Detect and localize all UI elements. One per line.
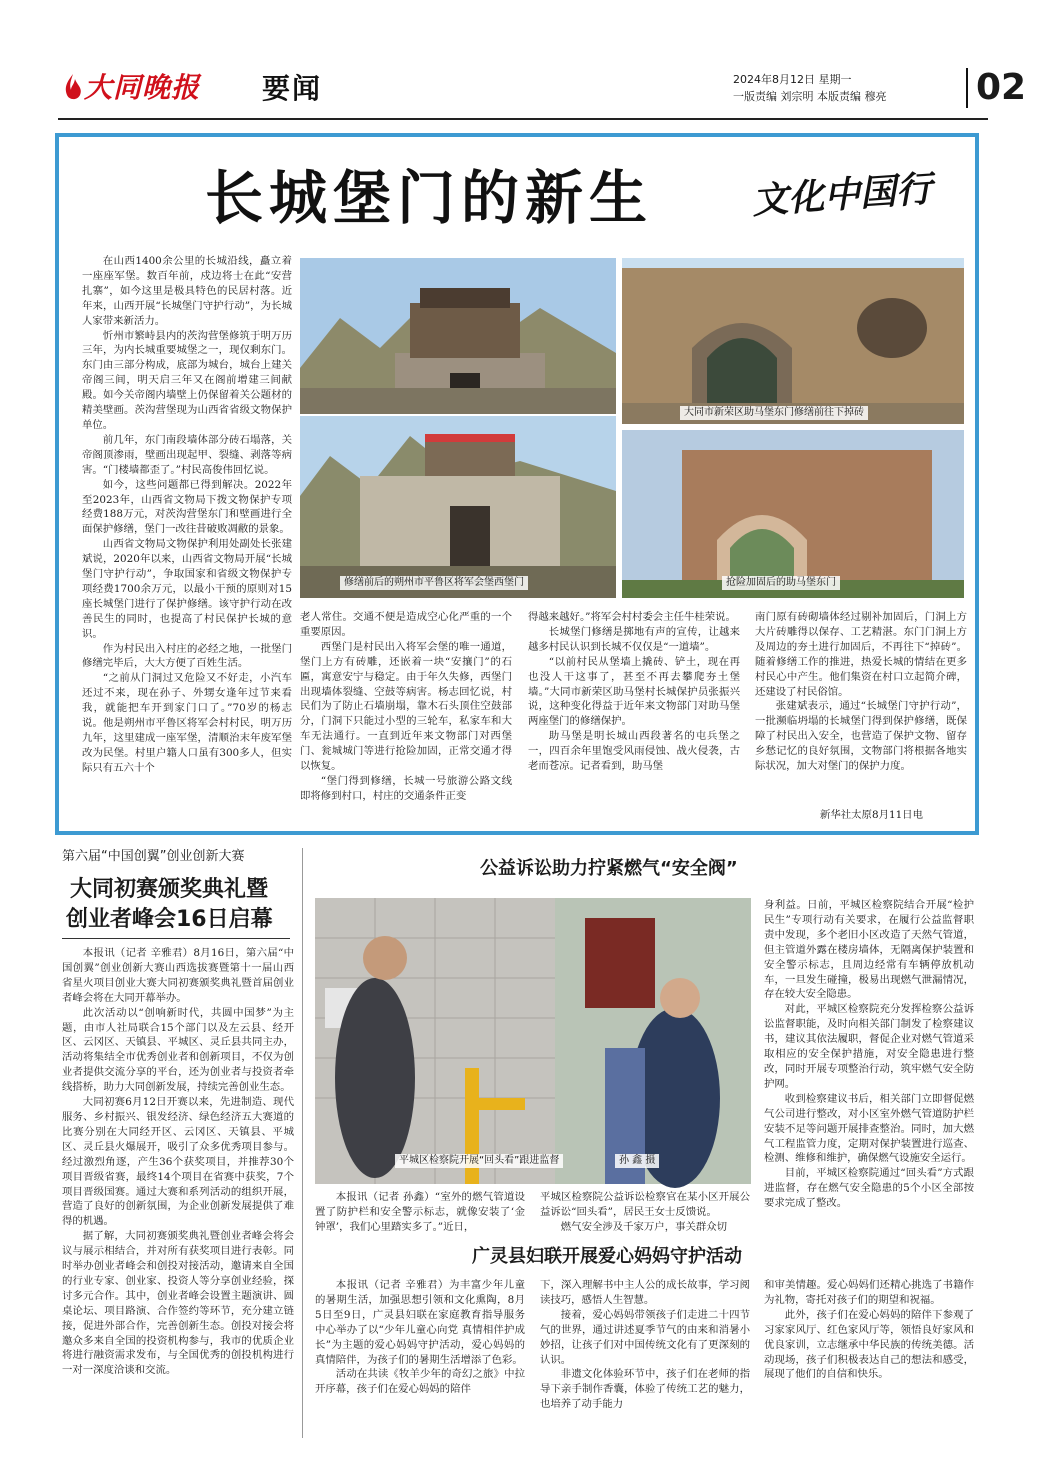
feature-paragraph: “以前村民从堡墙上撬砖、铲土，现在再也没人干这事了，甚至不再去攀爬夯土堡墙。”大同市新荣区助马堡村长城保护员张振兴说，这种变化得益于近年来文物部门对助马堡两座堡门的修缮保护。 [528, 655, 740, 728]
startup-title-line-2: 创业者峰会16日启幕 [66, 907, 273, 932]
startup-paragraph: 本报讯（记者 辛雅君）8月16日，第六届“中国创翼”创业创新大赛山西选拔赛暨第十一届山西省星火项目创业大赛大同初赛颁奖典礼暨首届创业者峰会将在大同开幕举办。 [62, 947, 294, 1004]
startup-paragraph: 据了解，大同初赛颁奖典礼暨创业者峰会将会议与展示相结合，并对所有获奖项目进行表彰。同时举办创业者峰会和创投对接活动，邀请来自全国的行业专家、创业家、投资人等分享创业经验，探讨多元合作。其中，创业者峰会设置主题演讲、圆桌论坛、项目路演、合作签约等环节，充分建立链接，促进外部合作，完善创新生态。创投对接会将邀众多来自全国的投资机构参与，我市的优质企业将进行融资需求发布，与全国优秀的创投机构进行一对一深度洽谈和交流。 [62, 1230, 294, 1377]
photo-jiangjunhui-west-gate-before [300, 258, 616, 414]
feature-paragraph: 助马堡是明长城山西段著名的屯兵堡之一，四百余年里饱受风雨侵蚀、战火侵袭，古老而苍凉。记者看到，助马堡 [528, 730, 740, 773]
photo-zhuma-east-gate-after [622, 430, 964, 598]
feature-paragraph: 山西省文物局文物保护利用处副处长张建斌说，2020年以来，山西省文物局开展“长城堡门守护行动”，争取国家和省级文物保护专项经费1700余万元，以最小干预的原则对15座长城堡门进行了保护修缮。该守护行动在改善民生的同时，也提高了村民保护长城的意识。 [82, 538, 292, 640]
gas-paragraph: 燃气安全涉及千家万户，事关群众切 [560, 1220, 728, 1233]
mom-paragraph: 活动在共读《牧羊少年的奇幻之旅》中拉开序幕，孩子们在爱心妈妈的陪伴 [315, 1368, 525, 1396]
page-number: 02 [966, 68, 1026, 108]
page-editors: 一版责编 刘宗明 本版责编 穆亮 [733, 90, 887, 103]
logo-flame-icon [62, 73, 84, 103]
gas-paragraph: 目前，平城区检察院通过“回头看”方式跟进监督，存在燃气安全隐患的5个小区全部按要求完成了整改。 [764, 1167, 974, 1210]
startup-title-line-1: 大同初赛颁奖典礼暨 [70, 877, 269, 902]
startup-paragraph: 此次活动以“创响新时代，共圆中国梦”为主题，由市人社局联合15个部门以及左云县、经开区、云冈区、天镇县、平城区、灵丘县共同主办，活动将集结全市优秀创业者和创新项目，不仅为创业者提供交流分享的平台，还为创业者与投资者牵线搭桥，助力大同创新发展，持续完善创业生态。 [62, 1006, 294, 1094]
mom-paragraph: 下，深入理解书中主人公的成长故事，学习阅读技巧，感悟人生智慧。 [540, 1279, 750, 1306]
startup-paragraph: 大同初赛6月12日开赛以来，先进制造、现代服务、乡村振兴、银发经济、绿色经济五大赛道的比赛分别在大同经开区、云冈区、天镇县、平城区、灵丘县火爆展开，吸引了众多优秀项目参与。经过激烈角逐，产生36个获奖项目，并推荐30个项目晋级省赛，最终14个项目在省赛中获奖，7个项目晋级国赛。通过大赛和系列活动的组织开展，营造了良好的创新氛围，为企业创新发展提供了难得的机遇。 [62, 1096, 294, 1228]
photo-zhuma-east-gate-before [622, 258, 964, 424]
feature-paragraph: 忻州市繁峙县内的茨沟营堡修筑于明万历三年，为内长城重要城堡之一，现仅剩东门。东门由三部分构成，底部为城台，城台上建关帝阁三间，明天启三年又在阁前增建三间献殿。如今关帝阁内墙壁上仍保留着关公题材的精美壁画。茨沟营堡现为山西省省级文物保护单位。 [82, 329, 292, 431]
gas-paragraph: 对此，平城区检察院充分发挥检察公益诉讼监督职能，及时向相关部门制发了检察建议书，建议其依法履职，督促企业对燃气管道采取相应的安全保护措施，对安全隐患进行整改，同时开展专项整治行动，筑牢燃气安全防护网。 [764, 1003, 974, 1090]
mom-paragraph: 本报讯（记者 辛雅君）为丰富少年儿童的暑期生活，加强思想引领和文化熏陶，8月5日至9日，广灵县妇联在家庭教育指导服务中心举办了以“少年儿童心向党 真情相伴护成长”为主题的爱心妈妈守护活动，爱心妈妈的真情陪伴，为孩子们的暑期生活增添了色彩。 [315, 1279, 525, 1366]
masthead-rule [58, 118, 988, 120]
section-label: 要闻 [262, 72, 323, 105]
gas-paragraph: 身利益。日前，平城区检察院结合开展“检护民生”专项行动有关要求，在履行公益监督职责中发现，多个老旧小区改造了天然气管道，但主管道外露在楼房墙体，无隔离保护装置和安全警示标志，且周边经常有车辆停放机动车，一旦发生碰撞，极易出现燃气泄漏情况，存在较大安全隐患。 [764, 899, 974, 1001]
startup-body [62, 946, 294, 1434]
feature-paragraph: 张建斌表示，通过“长城堡门守护行动”，一批濒临坍塌的长城堡门得到保护修缮，既保障了村民出入安全，也营造了保护文物、留存乡愁记忆的良好氛围，文物部门将根据各地实际状况，加大对堡门的保护力度。 [755, 700, 967, 773]
feature-paragraph: 得越来越好。”将军会村村委会主任牛桂荣说。 [528, 611, 736, 623]
feature-paragraph: 如今，这些问题都已得到解决。2022年至2023年，山西省文物局下拨文物保护专项经费188万元，对茨沟营堡东门和壁画进行全面保护修缮，堡门一改往昔破败凋敝的景象。 [82, 478, 292, 536]
gas-paragraph: 收到检察建议书后，相关部门立即督促燃气公司进行整改，对小区室外燃气管道防护栏安装不足等问题开展排查整治。同时，加大燃气工程监管力度，定期对保护装置进行巡查、检测、维修和维护，确保燃气设施安全运行。 [764, 1092, 974, 1165]
mom-paragraph: 非遗文化体验环节中，孩子们在老师的指导下亲手制作香囊，体验了传统工艺的魅力，也培养了动手能力 [540, 1368, 750, 1411]
feature-byline: 新华社太原8月11日电 [820, 809, 923, 821]
feature-paragraph: 前几年，东门南段墙体部分砖石塌落，关帝阁顶渗雨，壁画出现起甲、裂缝、剥落等病害。“门楼墙都歪了。”村民高俊伟回忆说。 [82, 433, 292, 476]
issue-date: 2024年8月12日 星期一 [733, 73, 852, 86]
logo-text: 大同晚报 [84, 71, 201, 104]
mom-paragraph: 接着，爱心妈妈带领孩子们走进二十四节气的世界，通过讲述夏季节气的由来和消暑小妙招，让孩子们对中国传统文化有了更深刻的认识。 [540, 1308, 750, 1366]
feature-paragraph: 作为村民出入村庄的必经之地，一批堡门修缮完毕后，大大方便了百姓生活。 [82, 642, 292, 670]
startup-kicker: 第六届“中国创翼”创业创新大赛 [62, 849, 245, 864]
photo-jiangjunhui-west-gate-after [300, 416, 616, 598]
gas-column-1 [315, 1190, 525, 1252]
gas-paragraph: 本报讯（记者 孙鑫）“室外的燃气管道设置了防护栏和安全警示标志，就像安装了‘金钟罩’，我们心里踏实多了。”近日， [315, 1191, 525, 1233]
photo-gas-inspection [315, 898, 751, 1184]
gas-column-2 [540, 1190, 750, 1252]
column-divider [302, 848, 303, 1438]
feature-column-1 [82, 254, 292, 774]
photo-credit: 孙 鑫 摄 [615, 1154, 659, 1168]
feature-paragraph: “之前从门洞过又危险又不好走，小汽车还过不来，现在孙子、外甥女逢年过节来看我，就能把车开到家门口了。”70岁的杨志说。他是朔州市平鲁区将军会村村民，明万历九年，这里建成一座军堡，清顺治末年废军堡改为民堡。村里户籍人口虽有300多人，但实际只有五六十个 [82, 672, 292, 774]
photo-caption: 抢险加固后的助马堡东门 [722, 576, 840, 590]
feature-paragraph: 长城堡门修缮是掷地有声的宣传，让越来越多村民认识到长城不仅仅是“一道墙”。 [528, 625, 740, 653]
mom-title: 广灵县妇联开展爱心妈妈守护活动 [472, 1246, 742, 1267]
photo-caption: 大同市新荣区助马堡东门修缮前往下掉砖 [680, 406, 868, 420]
photo-caption: 平城区检察院开展“回头看”跟进监督 [395, 1154, 563, 1168]
feature-column-2 [300, 610, 512, 822]
photo-caption: 修缮前后的朔州市平鲁区将军会堡西堡门 [340, 576, 528, 590]
feature-column-3 [528, 610, 740, 822]
mom-paragraph: 和审美情趣。爱心妈妈们还精心挑选了书籍作为礼物，寄托对孩子们的期望和祝福。 [764, 1279, 974, 1306]
mom-column-2 [540, 1278, 750, 1438]
feature-paragraph: 老人常住。交通不便是造成空心化严重的一个重要原因。 [300, 611, 512, 638]
column-tag: 文化中国行 [750, 167, 934, 223]
newspaper-logo [62, 68, 232, 108]
mom-column-3 [764, 1278, 974, 1438]
feature-paragraph: “堡门得到修缮，长城一号旅游公路文线即将修到村口，村庄的交通条件正变 [300, 774, 512, 802]
mom-column-1 [315, 1278, 525, 1438]
feature-paragraph: 南门原有砖砌墙体经过剔补加固后，门洞上方大片砖雕得以保存、工艺精湛。东门门洞上方及周边的夯土进行加固后，不再往下“掉砖”。随着修缮工作的推进，热爱长城的情结在更多村民心中产生。他们集资在村口立起简介碑，还建设了村民俗馆。 [755, 611, 967, 698]
gas-column-3 [764, 898, 974, 1246]
feature-column-4 [755, 610, 967, 806]
feature-paragraph: 西堡门是村民出入将军会堡的唯一通道，堡门上方有砖雕，还嵌着一块“安攘门”的石匾，寓意安宁与稳定。由于年久失修，西堡门出现墙体裂缝、空鼓等病害。杨志回忆说，村民们为了防止石墙崩塌，靠木石头顶住空鼓部分，门洞下只能过小型的三轮车，私家车和大车无法通行。一直到近年来文物部门对西堡门、瓮城城门等进行抢险加固，正常交通才得以恢复。 [300, 640, 512, 773]
feature-title: 长城堡门的新生 [205, 164, 654, 232]
gas-title: 公益诉讼助力拧紧燃气“安全阀” [480, 858, 738, 879]
feature-paragraph: 在山西1400余公里的长城沿线，矗立着一座座军堡。数百年前，戍边将士在此“安营扎寨”，如今这里是极具特色的民居村落。近年来，山西开展“长城堡门守护行动”，为长城人家带来新活力。 [82, 255, 292, 327]
feature-column-1-cont [82, 717, 292, 822]
masthead [40, 60, 1027, 118]
startup-title-rule [62, 938, 290, 939]
gas-paragraph: 平城区检察院公益诉讼检察官在某小区开展公益诉讼“回头看”，居民王女士反馈说。 [540, 1191, 750, 1218]
mom-paragraph: 此外，孩子们在爱心妈妈的陪伴下参观了习家家风厅、红色家风厅等，领悟良好家风和优良家训，立志继承中华民族的传统美德。活动现场，孩子们积极表达自己的想法和感受，展现了他们的自信和快乐。 [764, 1308, 974, 1381]
